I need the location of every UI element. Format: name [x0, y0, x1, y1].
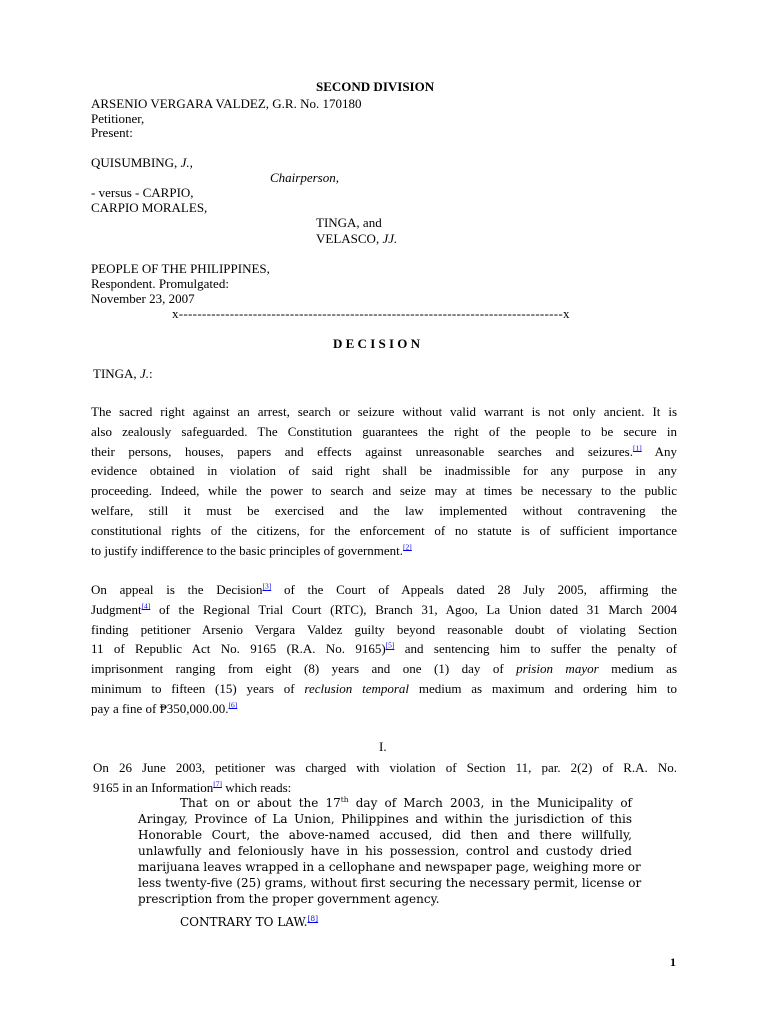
justice-velasco: [316, 231, 397, 246]
p2-text: medium as maximum and ordering him to: [409, 680, 677, 696]
p2-text: 11 of Republic Act No. 9165 (R.A. No. 9165): [91, 641, 386, 657]
quote-line: Aringay, Province of La Union, Philippines and within the jurisdiction of this: [138, 812, 632, 826]
paragraph-3: [93, 758, 677, 798]
p2-text: imprisonment ranging from eight (8) years and one (1) day of: [91, 661, 517, 677]
section-numeral: I.: [379, 739, 387, 754]
p2-text: pay a fine of ₱350,000.00.: [91, 700, 229, 716]
footnote-ref-7[interactable]: [213, 779, 222, 788]
p2-line: finding petitioner Arsenio Vergara Valdez guilty beyond reasonable doubt of violating Section: [91, 621, 677, 637]
present-label: Present:: [91, 125, 133, 140]
p2-text: and sentencing him to suffer the penalty of: [394, 641, 677, 657]
ponente: [93, 366, 153, 382]
contrary-to-law: [180, 915, 318, 929]
ordinal-superscript: th: [340, 795, 349, 804]
p2-text: On appeal is the Decision: [91, 582, 263, 597]
footnote-link-5[interactable]: [5]: [385, 641, 395, 651]
ponente-colon: :: [148, 366, 153, 381]
footnote-link-2[interactable]: [2]: [403, 542, 412, 552]
justice-carpio-morales: CARPIO MORALES,: [91, 200, 208, 215]
p1-line: welfare, still it must be exercised and the law implemented without contravening the: [91, 502, 677, 518]
p1-line: proceeding. Indeed, while the power to search and seize may at times be necessary to the public: [91, 483, 677, 499]
ponente-title: J.: [139, 366, 149, 381]
footnote-link-7[interactable]: [7]: [213, 779, 222, 789]
justice-quisumbing-title: J.,: [180, 155, 193, 170]
p2-line: [91, 580, 677, 600]
p2-text: minimum to fifteen (15) years of: [91, 680, 305, 696]
page-number: 1: [670, 955, 676, 969]
petitioner-line: ARSENIO VERGARA VALDEZ, G.R. No. 170180: [91, 96, 362, 111]
p2-italic: prision mayor: [516, 661, 599, 677]
footnote-link-6[interactable]: [6]: [228, 700, 238, 710]
decision-heading: D E C I S I O N: [333, 336, 421, 351]
p2-line: [91, 600, 677, 620]
respondent-line: PEOPLE OF THE PHILIPPINES,: [91, 261, 270, 276]
justice-velasco-title: JJ.: [382, 231, 398, 246]
p1-line: evidence obtained in violation of said right shall be inadmissible for any purpose in any: [91, 463, 677, 479]
respondent-role: Respondent. Promulgated:: [91, 276, 229, 291]
footnote-link-3[interactable]: [3]: [262, 581, 272, 591]
paragraph-1: [91, 402, 677, 560]
quote-text: day of March 2003, in the Municipality of: [348, 796, 632, 810]
caption-separator: x-----------------------------------------------------------------------------------x: [172, 306, 570, 321]
p1-text: to justify indifference to the basic principles of government.: [91, 542, 404, 558]
p1-line: constitutional rights of the citizens, for the enforcement of no statute is of sufficient importance: [91, 522, 677, 538]
p1-line: [91, 442, 677, 462]
quote-line: Honorable Court, the above-named accused, did then and there willfully,: [138, 828, 632, 842]
justice-tinga: TINGA, and: [316, 215, 382, 230]
division-heading: SECOND DIVISION: [316, 79, 435, 94]
p2-text: Judgment: [91, 601, 142, 617]
quote-line: [138, 795, 632, 811]
p2-text: of the Regional Trial Court (RTC), Branch 31, Agoo, La Union dated 31 March 2004: [150, 601, 677, 617]
information-quote: [138, 795, 642, 907]
quote-line: unlawfully and feloniously have in his possession, control and custody dried: [138, 844, 632, 858]
p3-text: which reads:: [221, 779, 292, 795]
p2-line: [91, 639, 677, 659]
justice-quisumbing: [91, 155, 193, 170]
justice-quisumbing-name: QUISUMBING,: [91, 155, 181, 170]
petitioner-role: Petitioner,: [91, 111, 145, 126]
p2-text: medium as: [598, 661, 678, 677]
footnote-ref-8[interactable]: [307, 914, 318, 923]
p3-line: On 26 June 2003, petitioner was charged with violation of Section 11, par. 2(2) of R.A. No.: [93, 760, 677, 775]
footnote-link-1[interactable]: [1]: [632, 443, 642, 453]
p2-text: of the Court of Appeals dated 28 July 2005, affirming the: [271, 582, 677, 597]
paragraph-2: [91, 580, 677, 719]
p2-line: [91, 699, 677, 719]
footnote-ref-6[interactable]: [229, 700, 238, 709]
p1-line: [91, 541, 677, 561]
p1-line: also zealously safeguarded. The Constitution guarantees the right of the people to be secure in: [91, 423, 677, 439]
chairperson-label: [270, 170, 339, 185]
chairperson-text: Chairperson,: [270, 170, 339, 185]
p1-line: The sacred right against an arrest, search or seizure without valid warrant is not only ancient. It is: [91, 404, 677, 419]
quote-line: marijuana leaves wrapped in a cellophane and newspaper page, weighing more or: [138, 860, 641, 874]
p1-text: their persons, houses, papers and effects against unreasonable searches and seizures.: [91, 443, 633, 459]
footnote-link-4[interactable]: [4]: [141, 601, 151, 611]
footnote-ref-4[interactable]: [142, 601, 151, 610]
p2-line: [91, 659, 677, 679]
quote-text: That on or about the 17: [180, 796, 341, 810]
footnote-ref-1[interactable]: [633, 443, 642, 452]
p2-italic: reclusion temporal: [304, 680, 410, 696]
footnote-link-8[interactable]: [8]: [307, 914, 319, 923]
contrary-text: CONTRARY TO LAW.: [180, 915, 308, 929]
footnote-ref-2[interactable]: [403, 542, 412, 551]
p2-line: [91, 679, 677, 699]
ponente-name: TINGA,: [93, 366, 140, 381]
justice-velasco-name: VELASCO,: [316, 231, 383, 246]
promulgated-date: November 23, 2007: [91, 291, 195, 306]
p1-text: Any: [641, 443, 678, 459]
versus-line: - versus - CARPIO,: [91, 185, 194, 200]
footnote-ref-3[interactable]: [262, 582, 271, 591]
quote-line: less twenty-five (25) grams, without first securing the necessary permit, license or: [138, 876, 642, 890]
quote-line: prescription from the proper government agency.: [138, 892, 440, 906]
p3-text: 9165 in an Information: [93, 779, 214, 795]
